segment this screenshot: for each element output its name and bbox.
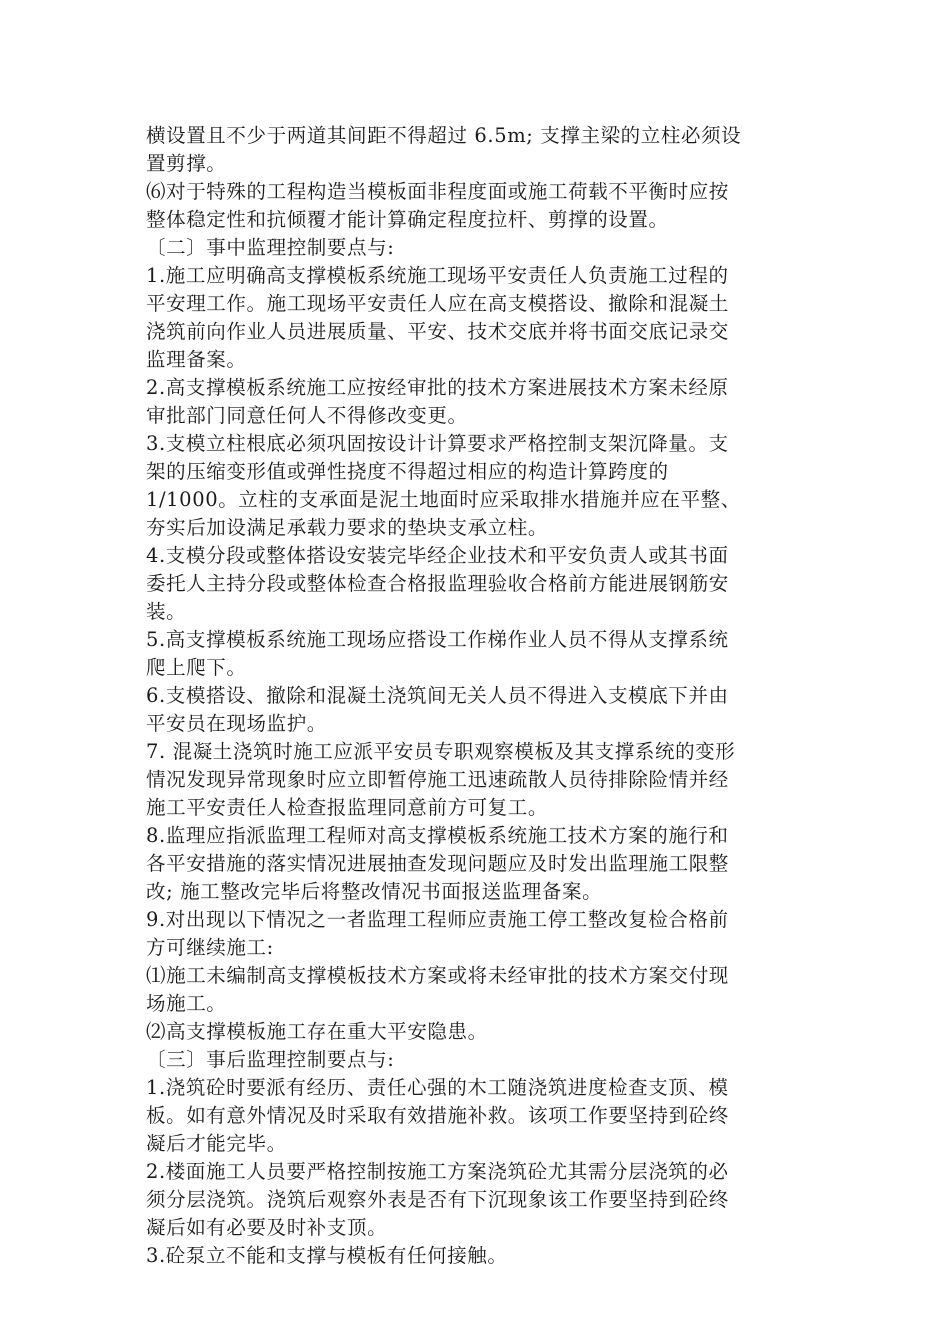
text-line: 方可继续施工: [146, 936, 274, 959]
text-line: 情况发现异常现象时应立即暂停施工迅速疏散人员待排除险情并经 [146, 768, 729, 791]
text-line: 3.砼泵立不能和支撑与模板有任何接触。 [146, 1244, 508, 1267]
text-line: 5.高支撑模板系统施工现场应搭设工作梯作业人员不得从支撑系统 [146, 628, 729, 651]
text-line: ⑵高支撑模板施工存在重大平安隐患。 [146, 1020, 488, 1043]
text-line: 8.监理应指派监理工程师对高支撑模板系统施工技术方案的施行和 [146, 824, 729, 847]
text-line: 2.楼面施工人员要严格控制按施工方案浇筑砼尤其需分层浇筑的必 [146, 1160, 729, 1183]
document-body [146, 122, 816, 1270]
text-line: 平安员在现场监护。 [146, 712, 327, 735]
text-line: 1.施工应明确高支撑模板系统施工现场平安责任人负责施工过程的 [146, 264, 729, 287]
text-line: 凝后如有必要及时补支顶。 [146, 1216, 388, 1239]
text-line: 施工平安责任人检查报监理同意前方可复工。 [146, 796, 549, 819]
text-line: 3.支模立柱根底必须巩固按设计计算要求严格控制支架沉降量。支 [146, 432, 729, 455]
section-heading: 〔二〕事中监理控制要点与: [146, 236, 395, 259]
text-line: 2.高支撑模板系统施工应按经审批的技术方案进展技术方案未经原 [146, 376, 729, 399]
text-line: 置剪撑。 [146, 152, 227, 175]
text-line: 整体稳定性和抗倾覆才能计算确定程度拉杆、剪撑的设置。 [146, 208, 669, 231]
text-line: 9.对出现以下情况之一者监理工程师应责施工停工整改复检合格前 [146, 908, 729, 931]
text-line: 须分层浇筑。浇筑后观察外表是否有下沉现象该工作要坚持到砼终 [146, 1188, 729, 1211]
text-line: ⑴施工未编制高支撑模板技术方案或将未经审批的技术方案交付现 [146, 964, 729, 987]
text-line: 平安理工作。施工现场平安责任人应在高支模搭设、撤除和混凝土 [146, 292, 729, 315]
text-line: 场施工。 [146, 992, 227, 1015]
text-line: 6.支模搭设、撤除和混凝土浇筑间无关人员不得进入支模底下并由 [146, 684, 729, 707]
text-line: 板。如有意外情况及时采取有效措施补救。该项工作要坚持到砼终 [146, 1104, 729, 1127]
text-line: 4.支模分段或整体搭设安装完毕经企业技术和平安负责人或其书面 [146, 544, 729, 567]
text-line: ⑹对于特殊的工程构造当模板面非程度面或施工荷载不平衡时应按 [146, 180, 729, 203]
text-line: 各平安措施的落实情况进展抽查发现问题应及时发出监理施工限整 [146, 852, 729, 875]
text-line: 1.浇筑砼时要派有经历、责任心强的木工随浇筑进度检查支顶、模 [146, 1076, 729, 1099]
text-line: 凝后才能完毕。 [146, 1132, 287, 1155]
text-line: 7. 混凝土浇筑时施工应派平安员专职观察模板及其支撑系统的变形 [146, 740, 736, 763]
text-line: 夯实后加设满足承载力要求的垫块支承立柱。 [146, 516, 549, 539]
text-line: 装。 [146, 600, 187, 623]
text-line: 审批部门同意任何人不得修改变更。 [146, 404, 468, 427]
text-line: 监理备案。 [146, 348, 247, 371]
text-line: 1/1000。立柱的支承面是泥土地面时应采取排水措施并应在平整、 [146, 488, 741, 511]
section-heading: 〔三〕事后监理控制要点与: [146, 1048, 395, 1071]
text-line: 爬上爬下。 [146, 656, 247, 679]
text-line: 委托人主持分段或整体检查合格报监理验收合格前方能进展钢筋安 [146, 572, 729, 595]
text-line: 架的压缩变形值或弹性挠度不得超过相应的构造计算跨度的 [146, 460, 669, 483]
text-line: 浇筑前向作业人员进展质量、平安、技术交底并将书面交底记录交 [146, 320, 729, 343]
text-line: 改; 施工整改完毕后将整改情况书面报送监理备案。 [146, 880, 603, 903]
text-line: 横设置且不少于两道其间距不得超过 6.5m; 支撑主梁的立柱必须设 [146, 124, 742, 147]
